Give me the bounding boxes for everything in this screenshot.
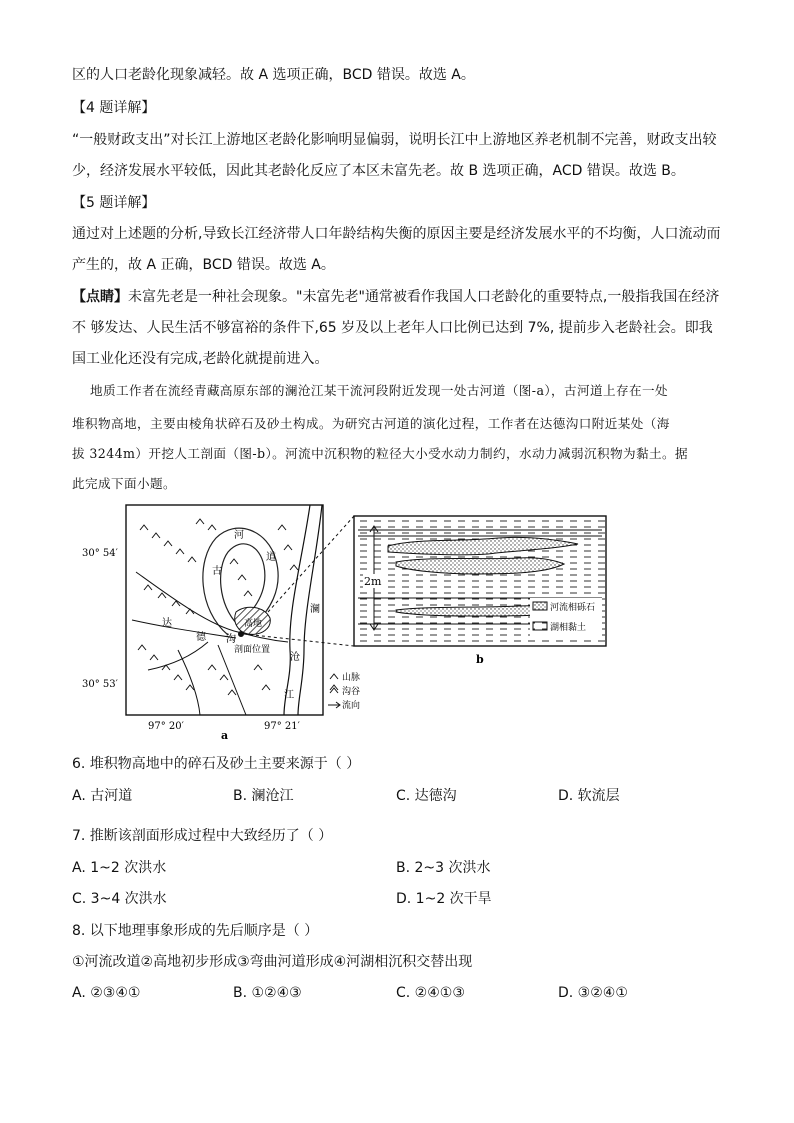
question-8-items: ①河流改道②高地初步形成③弯曲河道形成④河湖相沉积交替出现 xyxy=(72,954,473,970)
scale-label: 2m xyxy=(364,575,382,588)
label-de: 德 xyxy=(196,632,206,643)
legend-a xyxy=(328,671,360,711)
legend-valley: 沟谷 xyxy=(342,687,361,697)
legend-mountain: 山脉 xyxy=(342,673,361,683)
question-6-stem: 6. 堆积物高地中的碎石及砂土主要来源于（ ） xyxy=(72,756,361,772)
heading-q4: 【4 题详解】 xyxy=(72,100,156,116)
q6-option-a[interactable]: A. 古河道 xyxy=(72,788,133,804)
lat-top-label: 30° 54′ xyxy=(82,548,118,559)
label-gaodi: 高地 xyxy=(244,619,263,629)
label-section: 剖面位置 xyxy=(234,645,271,655)
figure-b-label: b xyxy=(476,653,484,666)
q8-option-b[interactable]: B. ①②④③ xyxy=(233,985,302,1001)
label-he: 河 xyxy=(234,530,244,541)
lon-left-label: 97° 20′ xyxy=(148,721,184,732)
question-8-stem: 8. 以下地理事象形成的先后顺序是（ ） xyxy=(72,923,319,939)
section-b xyxy=(354,516,606,666)
tip-text: 未富先老是一种社会现象。"未富先老"通常被看作我国人口老龄化的重要特点,一般指我国在经济 xyxy=(128,289,720,305)
lon-right-label: 97° 21′ xyxy=(264,721,300,732)
label-lan: 澜 xyxy=(310,604,320,615)
q6-option-b[interactable]: B. 澜沧江 xyxy=(233,788,294,804)
q8-option-d[interactable]: D. ③②④① xyxy=(558,985,628,1001)
q8-option-a[interactable]: A. ②③④① xyxy=(72,985,141,1001)
q7-option-a[interactable]: A. 1~2 次洪水 xyxy=(72,860,167,876)
figure-a-label: a xyxy=(221,729,229,740)
tip-line: 国工业化还没有完成,老龄化就提前进入。 xyxy=(72,351,329,367)
label-dao: 道 xyxy=(266,552,276,563)
legend-flow: 流向 xyxy=(342,701,361,711)
legend-clay: 湖相黏土 xyxy=(550,623,587,633)
tip-line: 不 够发达、人民生活不够富裕的条件下,65 岁及以上老年人口比例已达到 7%, 提前步入老龄社会。即我 xyxy=(72,320,713,336)
material-line: 拔 3244m）开挖人工剖面（图-b）。河流中沉积物的粒径大小受水动力制约，水动力减弱沉积物为黏土。据 xyxy=(72,446,688,461)
figure xyxy=(78,500,618,740)
answer-line: 少，经济发展水平较低，因此其老龄化反应了本区未富先老。故 B 选项正确，ACD 错误。故选 B。 xyxy=(72,163,685,179)
question-7-stem: 7. 推断该剖面形成过程中大致经历了（ ） xyxy=(72,828,333,844)
answer-line: 区的人口老龄化现象减轻。故 A 选项正确，BCD 错误。故选 A。 xyxy=(72,67,475,83)
label-jiang: 江 xyxy=(284,690,294,701)
material-line: 此完成下面小题。 xyxy=(72,476,176,491)
tip-label: 【点睛】 xyxy=(72,289,128,305)
q6-option-d[interactable]: D. 软流层 xyxy=(558,788,620,804)
label-cang: 沧 xyxy=(290,652,300,663)
heading-q5: 【5 题详解】 xyxy=(72,195,156,211)
q7-option-d[interactable]: D. 1~2 次干旱 xyxy=(396,891,492,907)
legend-gravel: 河流相砾石 xyxy=(550,603,596,613)
material-line: 堆积物高地，主要由棱角状碎石及砂土构成。为研究古河道的演化过程，工作者在达德沟口附近某处（海 xyxy=(72,416,670,431)
label-da: 达 xyxy=(162,618,172,629)
answer-line: 产生的，故 A 正确，BCD 错误。故选 A。 xyxy=(72,257,335,273)
lat-bottom-label: 30° 53′ xyxy=(82,679,118,690)
map-a xyxy=(82,505,360,740)
q6-option-c[interactable]: C. 达德沟 xyxy=(396,788,457,804)
q8-option-c[interactable]: C. ②④①③ xyxy=(396,985,465,1001)
label-gu: 古 xyxy=(212,566,222,577)
answer-line: 通过对上述题的分析,导致长江经济带人口年龄结构失衡的原因主要是经济发展水平的不均衡，人口流动而 xyxy=(72,226,721,242)
tip-line xyxy=(72,287,722,307)
answer-line: “一般财政支出”对长江上游地区老龄化影响明显偏弱，说明长江中上游地区养老机制不完善，财政支出较 xyxy=(72,132,717,148)
material-line: 地质工作者在流经青藏高原东部的澜沧江某干流河段附近发现一处古河道（图-a），古河道上存在一处 xyxy=(90,383,668,398)
q7-option-b[interactable]: B. 2~3 次洪水 xyxy=(396,860,491,876)
label-gou: 沟 xyxy=(226,634,236,645)
q7-option-c[interactable]: C. 3~4 次洪水 xyxy=(72,891,167,907)
